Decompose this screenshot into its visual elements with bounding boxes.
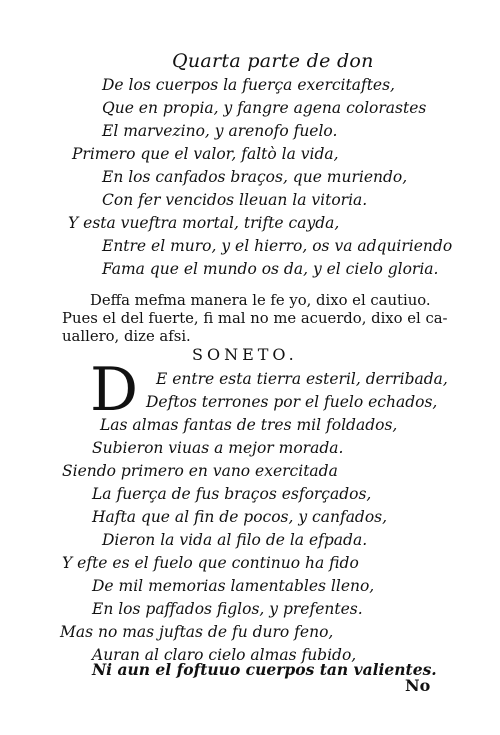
verse-line: Con fer vencidos lleuan la vitoria. xyxy=(102,191,368,209)
prose-line: Deffa mefma manera le fe yo, dixo el cautiuo. xyxy=(90,292,431,309)
running-header: Quarta parte de don xyxy=(172,50,374,72)
sonnet-line: Y efte es el fuelo que continuo ha fido xyxy=(62,554,359,572)
sonnet-line: Subieron viuas a mejor morada. xyxy=(92,439,344,457)
verse-line: Que en propia, y fangre agena colorastes xyxy=(102,99,427,117)
verse-line: Primero que el valor, faltò la vida, xyxy=(72,145,339,163)
catchword: No xyxy=(405,676,431,695)
verse-line: En los canfados braços, que muriendo, xyxy=(102,168,408,186)
verse-line: Y esta vueftra mortal, trifte cayda, xyxy=(68,214,340,232)
sonnet-line: Dieron la vida al filo de la efpada. xyxy=(102,531,368,549)
verse-line: Entre el muro, y el hierro, os va adquiriendo xyxy=(102,237,453,255)
sonnet-line: Las almas fantas de tres mil foldados, xyxy=(100,416,398,434)
verse-line: De los cuerpos la fuerça exercitaftes, xyxy=(102,76,395,94)
verse-line: El marvezino, y arenofo fuelo. xyxy=(102,122,338,140)
sonnet-line: Auran al claro cielo almas fubido, xyxy=(92,646,357,664)
sonnet-line: Deftos terrones por el fuelo echados, xyxy=(146,393,438,411)
sonnet-line: Mas no mas juftas de fu duro feno, xyxy=(60,623,334,641)
sonnet-line: En los paffados figlos, y prefentes. xyxy=(92,600,363,618)
sonnet-line: Ni aun el foftuuo cuerpos tan valientes. xyxy=(92,660,437,679)
sonnet-line: De mil memorias lamentables lleno, xyxy=(92,577,375,595)
prose-line: uallero, dize afsi. xyxy=(62,328,191,345)
sonnet-line: La fuerça de fus braços esforçados, xyxy=(92,485,372,503)
drop-cap: D xyxy=(90,355,139,425)
sonnet-line: E entre esta tierra esteril, derribada, xyxy=(156,370,448,388)
prose-line: Pues el del fuerte, fi mal no me acuerdo, dixo el ca- xyxy=(62,310,448,327)
verse-line: Fama que el mundo os da, y el cielo gloria. xyxy=(102,260,439,278)
sonnet-title: SONETO. xyxy=(192,345,298,364)
sonnet-line: Siendo primero en vano exercitada xyxy=(62,462,338,480)
sonnet-line: Hafta que al fin de pocos, y canfados, xyxy=(92,508,388,526)
